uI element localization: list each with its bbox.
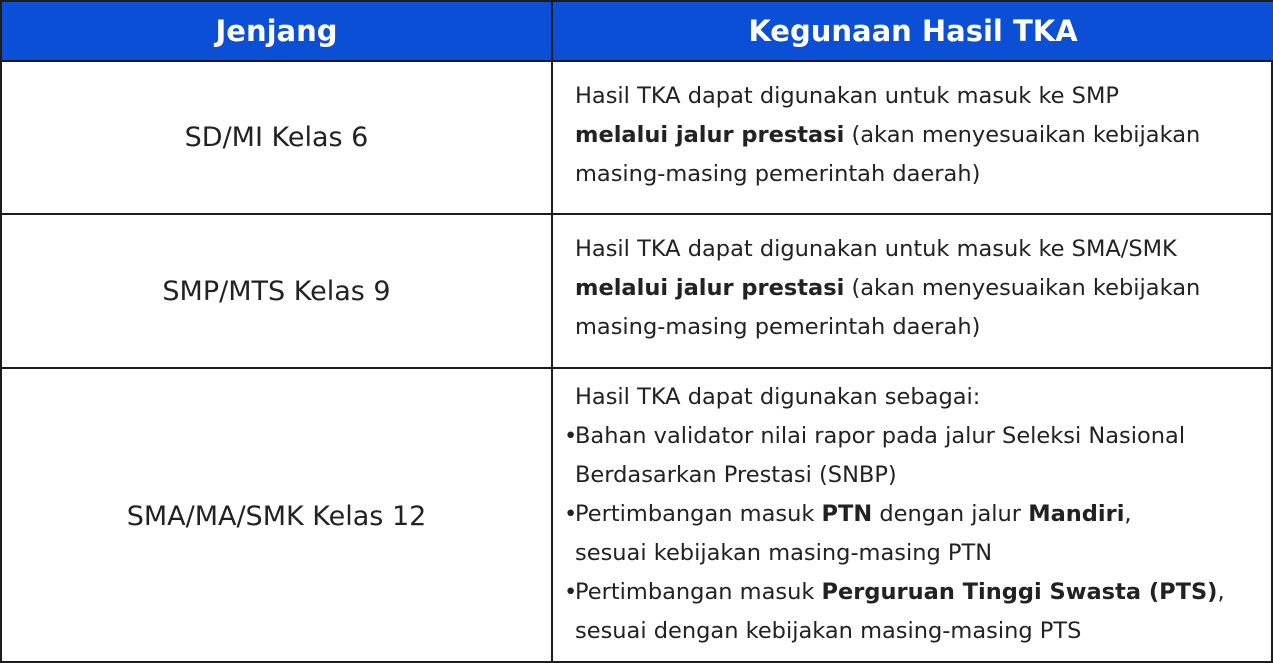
usage-text: Bahan validator nilai rapor pada jalur Seleksi Nasional [575,423,1186,449]
level-cell-sma: SMA/MA/SMK Kelas 12 [126,500,427,532]
usage-text: dengan jalur [872,501,1029,527]
usage-cell-sma [553,378,1273,651]
usage-text: Pertimbangan masuk [575,579,822,605]
usage-text [575,269,1273,308]
bullet-icon: • [564,423,578,449]
emphasis-text: melalui jalur prestasi [575,122,845,148]
emphasis-text: Mandiri [1028,501,1125,527]
usage-text: sesuai dengan kebijakan masing-masing PTS [575,618,1082,644]
usage-text: masing-masing pemerintah daerah) [575,314,981,340]
usage-text: masing-masing pemerintah daerah) [575,161,981,187]
bullet-icon: • [564,501,578,527]
usage-text [575,116,1273,155]
emphasis-text: PTN [821,501,873,527]
usage-cell-smp [553,230,1273,347]
header-kegunaan: Kegunaan Hasil TKA [553,2,1273,60]
usage-text: sesuai kebijakan masing-masing PTN [575,540,993,566]
usage-intro: Hasil TKA dapat digunakan sebagai: [575,384,981,410]
usage-text: Berdasarkan Prestasi (SNBP) [575,462,897,488]
usage-text: (akan menyesuaikan kebijakan [844,122,1201,148]
header-jenjang: Jenjang [2,2,551,60]
emphasis-text: Perguruan Tinggi Swasta (PTS) [821,579,1218,605]
usage-text: Hasil TKA dapat digunakan untuk masuk ke SMA/SMK [575,236,1177,262]
bullet-icon: • [564,579,578,605]
usage-text: , [1217,579,1225,605]
level-cell-sd: SD/MI Kelas 6 [184,122,369,153]
emphasis-text: melalui jalur prestasi [575,275,845,301]
list-item [564,495,1273,534]
usage-text: , [1124,501,1132,527]
usage-cell-sd [553,77,1273,194]
usage-text: Pertimbangan masuk [575,501,822,527]
list-item [564,573,1273,612]
usage-text: Hasil TKA dapat digunakan untuk masuk ke SMP [575,83,1119,109]
list-item [564,417,1273,456]
level-cell-smp: SMP/MTS Kelas 9 [162,275,391,307]
usage-text: (akan menyesuaikan kebijakan [844,275,1201,301]
